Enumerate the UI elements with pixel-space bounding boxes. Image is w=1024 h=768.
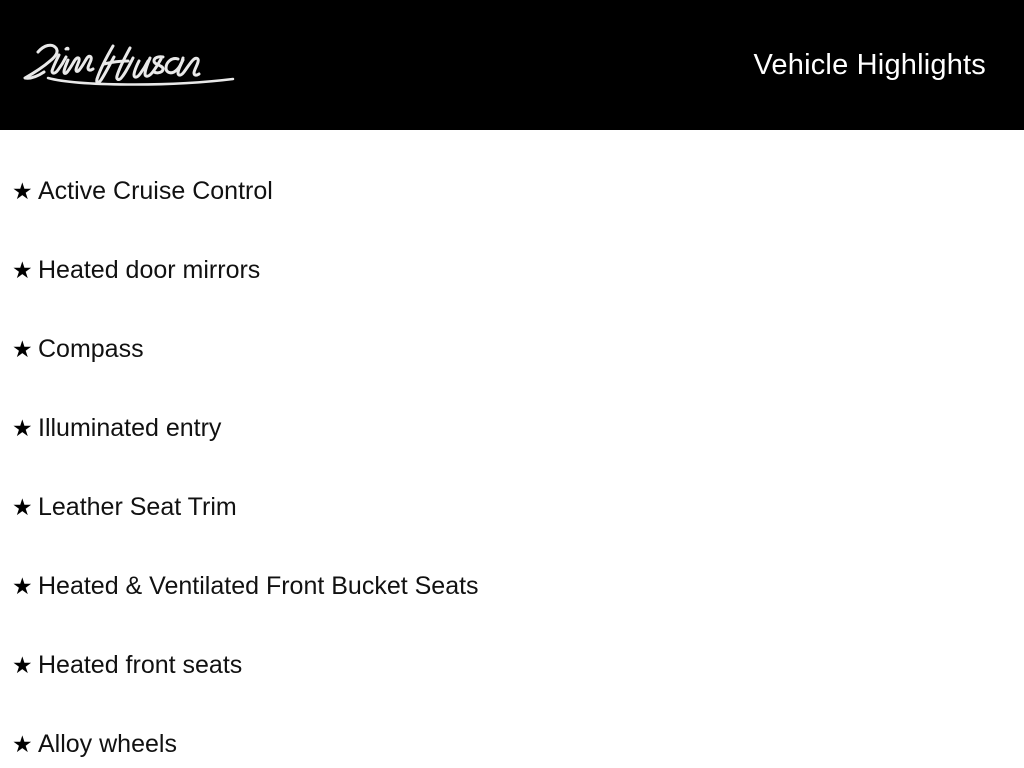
star-icon: ★	[12, 257, 33, 283]
list-item	[0, 626, 1024, 705]
star-icon: ★	[12, 573, 33, 599]
highlight-label: Alloy wheels	[38, 730, 177, 758]
list-item	[0, 231, 1024, 310]
highlight-label: Heated door mirrors	[38, 256, 261, 284]
list-item	[0, 310, 1024, 389]
highlight-label: Heated front seats	[38, 651, 243, 679]
star-icon: ★	[12, 494, 33, 520]
list-item	[0, 547, 1024, 626]
highlight-label: Leather Seat Trim	[38, 493, 237, 521]
highlight-label: Heated & Ventilated Front Bucket Seats	[38, 572, 479, 600]
list-item	[0, 705, 1024, 768]
jim-hudson-logo	[18, 34, 253, 96]
highlight-label: Compass	[38, 335, 144, 363]
page-header	[0, 0, 1024, 130]
list-item	[0, 468, 1024, 547]
star-icon: ★	[12, 652, 33, 678]
star-icon: ★	[12, 178, 33, 204]
list-item	[0, 152, 1024, 231]
star-icon: ★	[12, 731, 33, 757]
vehicle-highlights-list	[0, 130, 1024, 768]
highlight-label: Active Cruise Control	[38, 177, 273, 205]
highlight-label: Illuminated entry	[38, 414, 222, 442]
star-icon: ★	[12, 336, 33, 362]
star-icon: ★	[12, 415, 33, 441]
page-title: Vehicle Highlights	[753, 48, 986, 81]
list-item	[0, 389, 1024, 468]
